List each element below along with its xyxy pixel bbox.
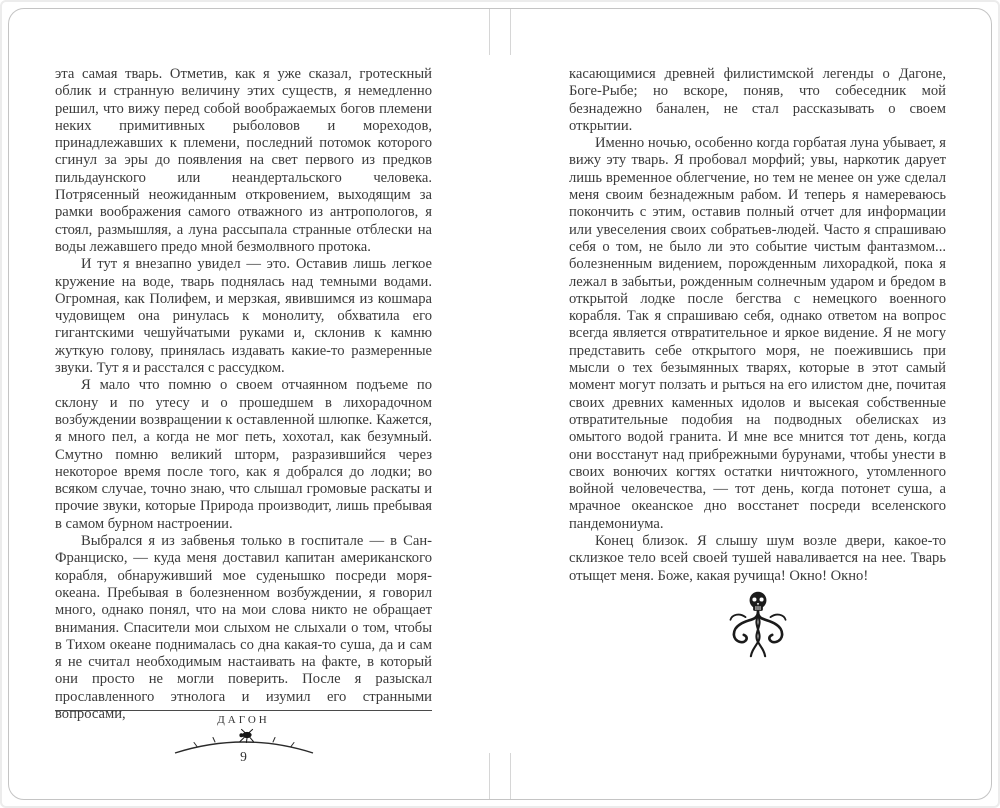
paragraph: Именно ночью, особенно когда горбатая луна убывает, я вижу эту тварь. Я пробовал морфий; увы, наркотик дарует лишь временное облегчение, но тем не менее он уже сделал меня своим безнадежным рабом. И теперь я намереваюсь покончить с этим, оставив полный отчет для информации или увеселения своих собратьев-людей. Часто я спрашиваю себя о том, не было ли это событие чистым фантазмом... болезненным видением, порожденным лихорадкой, пока я лежал в забытьи, рожденным солнечным ударом и бредом в открытой лодке после бегства с немецкого военного корабля. Так я спрашиваю себя, однако ответом на вопрос всегда является отвратительное и яркое видение. Я не могу представить себе открытого моря, не поежившись при мысли о тех безымянных тварях, которые в этот самый момент могут ползать и рыться на его илистом дне, почитая своих древних каменных идолов и высекая собственные отвратительные подобия на подводных обелисках из омытого водой гранита. И мне все мнится тот день, когда они восстанут над прибрежными бурунами, чтобы унести в своих вонючих когтях остатки ничтожного, утомленного войной человечества, — тот день, когда потонет суша, а мрачное океанское дно восстанет посреди вселенского пандемониума. [569,135,946,532]
page-footer [55,710,432,765]
page-number: 9 [240,749,247,764]
footer-rule [55,710,432,711]
spine-line [510,753,511,799]
spine-line [489,9,490,55]
paragraph: Конец близок. Я слышу шум возле двери, какое-то склизкое тело всей своей тушей наваливается на нее. Тварь отыщет меня. Боже, какая ручища! Окно! Окно! [569,533,946,584]
paragraph: Выбрался я из забвенья только в госпитале — в Сан-Франциско, — куда меня доставил капитан американского корабля, обнаруживший мое суденышко посреди моря-океана. Пребывая в болезненном возбуждении, я говорил много, однако понял, что на мои слова никто не обращает внимания. Спасители мои слыхом не слыхали о том, чтобы в Тихом океане поднималась со дна какая-то суша, да и сам я не считал необходимым настаивать на факте, в который они просто не могли поверить. После я разыскал прославленного этнолога и изумил его странными вопросами, [55,533,432,722]
skull-flourish-ornament-icon [569,590,946,662]
paragraph: И тут я внезапно увидел — это. Оставив лишь легкое кружение на воде, тварь поднялась над темными водами. Огромная, как Полифем, и мерзкая, явившимся из кошмара чудовищем она ринулась к монолиту, обхватила его гигантскими чешуйчатыми руками и, склонив к камню жуткую голову, принялась издавать какие-то размеренные звуки. Тут я и расстался с рассудком. [55,256,432,377]
spine-line [489,753,490,799]
running-title: ДАГОН [217,714,270,726]
paragraph: эта самая тварь. Отметив, как я уже сказал, гротескный облик и странную величину этих существ, я немедленно решил, что вижу перед собой воображаемых богов племени неких примитивных рыболовов и мореходов, принадлежавших к племени, последний потомок которого сгинул за эры до появления на свет первого из предков пильдаунского или неандертальского человека. Потрясенный неожиданным откровением, выходящим за рамки воображения самого отважного из антропологов, я стоял, размышляя, а луна рассыпала странные отблески на воды лежавшего предо мной безмолвного протока. [55,66,432,255]
paragraph: касающимися древней филистимской легенды о Дагоне, Боге-Рыбе; но вскоре, поняв, что собеседник мой безнадежно банален, не стал рассказывать о своем открытии. [569,66,946,134]
paragraph: Я мало что помню о своем отчаянном подъеме по склону и по утесу и о прошедшем в лихорадочном возбуждении возвращении к оставленной шлюпке. Кажется, я много пел, а когда не мог петь, хохотал, как безумный. Смутно помню великий шторм, разразившийся через некоторое время после того, как я добрался до лодки; во всяком случае, точно знаю, что слышал громовые раскаты и прочие звуки, которые Природа производит, лишь пребывая в самом бурном настроении. [55,377,432,532]
page-left [55,66,432,723]
spine-line [510,9,511,55]
page-right [569,66,946,585]
